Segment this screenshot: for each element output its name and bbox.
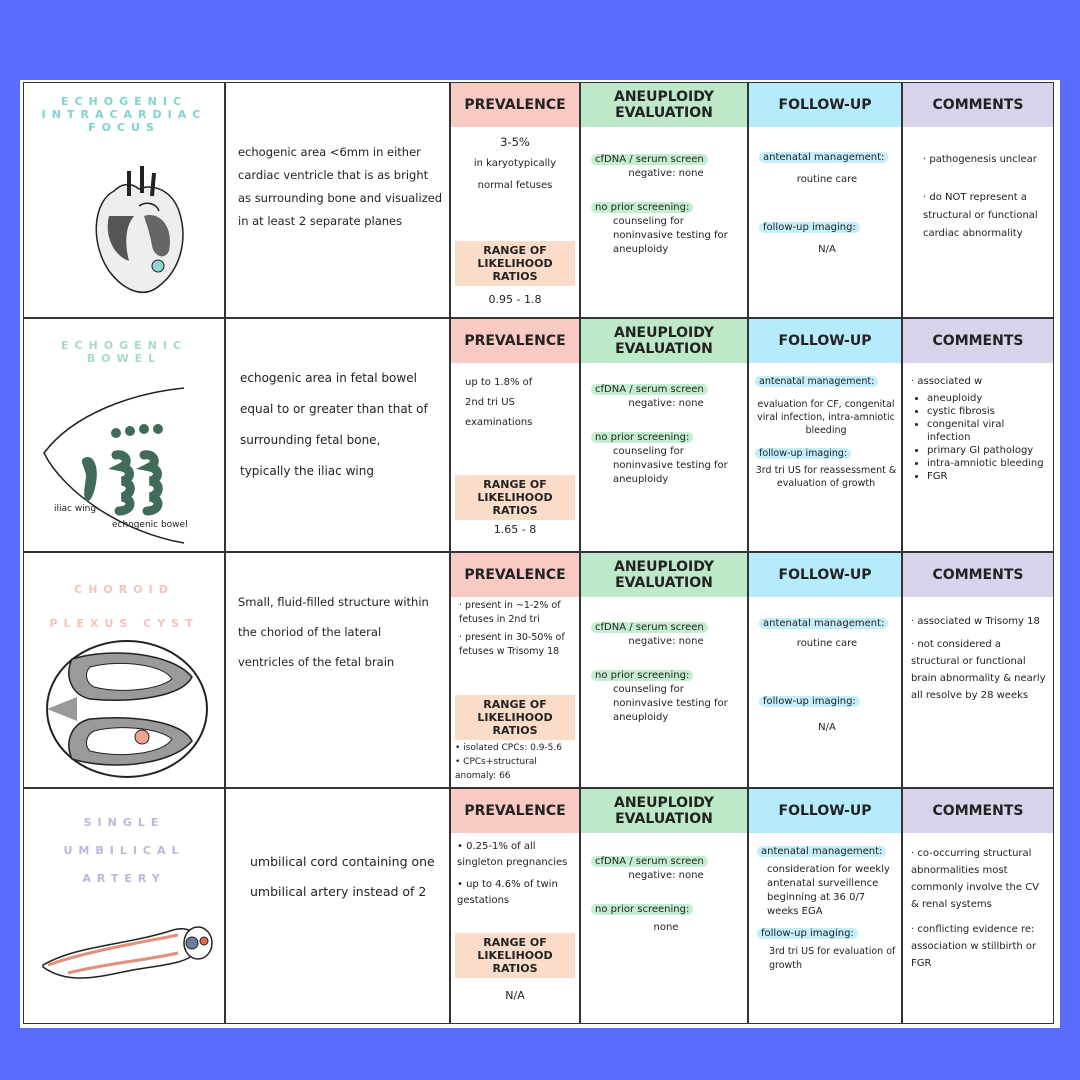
bowel-illustration	[24, 383, 224, 548]
comments-header: COMMENTS	[903, 319, 1053, 363]
imaging-label: follow-up imaging:	[759, 222, 860, 233]
antenatal-value: consideration for weekly antenatal surveillence beginning at 36 0/7 weeks EGA	[767, 864, 890, 917]
range-item: • CPCs+structural anomaly: 66	[455, 757, 537, 781]
noprior-value: counseling for noninvasive testing for aneuploidy	[613, 216, 728, 255]
range-value: N/A	[505, 989, 525, 1002]
antenatal-value: routine care	[796, 638, 858, 649]
imaging-label: follow-up imaging:	[755, 448, 851, 459]
definition-text: echogenic area <6mm in either cardiac ventricle that is as bright as surrounding bone and visualized in at least 2 separate planes	[238, 145, 443, 228]
imaging-value: N/A	[818, 722, 836, 733]
condition-cell	[23, 788, 225, 1024]
imaging-value: 3rd tri US for reassessment & evaluation of growth	[755, 465, 897, 489]
prevalence-header: PREVALENCE	[451, 319, 579, 363]
antenatal-label: antenatal management:	[759, 152, 888, 163]
noprior-label: no prior screening:	[591, 670, 693, 681]
definition-cell	[225, 552, 450, 788]
aneuploidy-header: ANEUPLOIDY EVALUATION	[581, 319, 747, 363]
comment-item: · conflicting evidence re: association w stillbirth or FGR	[911, 924, 1037, 969]
followup-cell	[748, 82, 902, 318]
definition-text: umbilical cord containing one umbilical artery instead of 2	[250, 854, 435, 899]
iliac-wing-label: iliac wing	[54, 504, 97, 514]
prevalence-cell	[450, 552, 580, 788]
comment-item: · pathogenesis unclear	[923, 154, 1037, 165]
reference-table	[20, 80, 1060, 1028]
antenatal-value: routine care	[796, 174, 858, 185]
followup-header: FOLLOW-UP	[749, 553, 901, 597]
aneuploidy-cell	[580, 318, 748, 552]
imaging-value: 3rd tri US for evaluation of growth	[769, 946, 896, 971]
range-header: RANGE OF LIKELIHOOD RATIOS	[455, 475, 575, 520]
prevalence-cell	[450, 788, 580, 1024]
row-echogenic-intracardiac-focus	[20, 82, 1060, 318]
noprior-label: no prior screening:	[591, 432, 693, 443]
cfdna-label: cfDNA / serum screen	[591, 384, 708, 395]
definition-text: Small, fluid-filled structure within the choriod of the lateral ventricles of the fetal brain	[238, 595, 429, 669]
aneuploidy-cell	[580, 82, 748, 318]
cfdna-value: negative: none	[628, 168, 704, 179]
definition-cell	[225, 318, 450, 552]
range-header: RANGE OF LIKELIHOOD RATIOS	[455, 241, 575, 286]
cfdna-value: negative: none	[628, 870, 704, 881]
condition-cell	[23, 552, 225, 788]
prevalence-cell	[450, 318, 580, 552]
comments-header: COMMENTS	[903, 83, 1053, 127]
row-choroid-plexus-cyst	[20, 552, 1060, 788]
condition-cell	[23, 318, 225, 552]
antenatal-label: antenatal management:	[757, 846, 886, 857]
antenatal-label: antenatal management:	[759, 618, 888, 629]
followup-header: FOLLOW-UP	[749, 83, 901, 127]
noprior-value: counseling for noninvasive testing for aneuploidy	[613, 446, 728, 485]
prevalence-header: PREVALENCE	[451, 553, 579, 597]
comments-cell	[902, 318, 1054, 552]
comments-intro: · associated w	[911, 376, 983, 387]
definition-cell	[225, 788, 450, 1024]
range-value: 1.65 - 8	[493, 523, 537, 536]
comment-item: · co-occurring structural abnormalities most commonly involve the CV & renal systems	[911, 848, 1040, 910]
condition-cell	[23, 82, 225, 318]
prevalence-header: PREVALENCE	[451, 83, 579, 127]
noprior-label: no prior screening:	[591, 202, 693, 213]
prevalence-header: PREVALENCE	[451, 789, 579, 833]
cfdna-label: cfDNA / serum screen	[591, 856, 708, 867]
comments-header: COMMENTS	[903, 553, 1053, 597]
prevalence-text: up to 1.8% of 2nd tri US examinations	[465, 377, 533, 428]
cfdna-value: negative: none	[628, 636, 704, 647]
brain-cyst-illustration	[42, 637, 212, 782]
definition-text: echogenic area in fetal bowel equal to or greater than that of surrounding fetal bone, typically the iliac wing	[240, 371, 428, 478]
comment-list-item: • congenital viral infection	[927, 418, 1049, 444]
antenatal-value: evaluation for CF, congenital viral infection, intra-amniotic bleeding	[757, 399, 895, 436]
echogenic-bowel-label: echogenic bowel	[112, 520, 188, 530]
followup-cell	[748, 318, 902, 552]
comments-header: COMMENTS	[903, 789, 1053, 833]
condition-title: ECHOGENIC INTRACARDIAC FOCUS	[41, 95, 207, 134]
prevalence-text: · present in ~1-2% of fetuses in 2nd tri · present in 30-50% of fetuses w Trisomy 18	[459, 600, 565, 657]
heart-illustration	[84, 161, 194, 301]
cfdna-label: cfDNA / serum screen	[591, 622, 708, 633]
followup-header: FOLLOW-UP	[749, 319, 901, 363]
range-item: • isolated CPCs: 0.9-5.6	[455, 743, 562, 753]
comment-item: · associated w Trisomy 18	[911, 616, 1040, 627]
aneuploidy-cell	[580, 552, 748, 788]
row-echogenic-bowel	[20, 318, 1060, 552]
cfdna-value: negative: none	[628, 398, 704, 409]
aneuploidy-cell	[580, 788, 748, 1024]
comments-cell	[902, 552, 1054, 788]
range-header: RANGE OF LIKELIHOOD RATIOS	[455, 933, 575, 978]
condition-title: SINGLE UMBILICAL ARTERY	[63, 816, 185, 885]
comment-list-item: • intra-amniotic bleeding	[927, 457, 1049, 470]
comment-item: · not considered a structural or functional brain abnormality & nearly all resolve by 28 weeks	[911, 639, 1046, 701]
cfdna-label: cfDNA / serum screen	[591, 154, 708, 165]
prevalence-text: • 0.25-1% of all singleton pregnancies • up to 4.6% of twin gestations	[457, 841, 568, 906]
prevalence-text: 3-5% in karyotypically normal fetuses	[473, 135, 557, 191]
followup-cell	[748, 788, 902, 1024]
aneuploidy-header: ANEUPLOIDY EVALUATION	[581, 789, 747, 833]
comments-cell	[902, 82, 1054, 318]
definition-cell	[225, 82, 450, 318]
prevalence-cell	[450, 82, 580, 318]
comment-item: · do NOT represent a structural or functional cardiac abnormality	[923, 192, 1038, 239]
imaging-value: N/A	[818, 244, 836, 255]
comment-list-item: • primary GI pathology	[927, 444, 1049, 457]
noprior-label: no prior screening:	[591, 904, 693, 915]
condition-title: ECHOGENIC BOWEL	[60, 339, 188, 365]
comment-list-item: • cystic fibrosis	[927, 405, 1049, 418]
imaging-label: follow-up imaging:	[759, 696, 860, 707]
antenatal-label: antenatal management:	[755, 376, 878, 387]
comment-list-item: • aneuploidy	[927, 392, 1049, 405]
row-single-umbilical-artery	[20, 788, 1060, 1024]
noprior-value: none	[653, 922, 679, 933]
followup-cell	[748, 552, 902, 788]
noprior-value: counseling for noninvasive testing for aneuploidy	[613, 684, 728, 723]
comments-cell	[902, 788, 1054, 1024]
aneuploidy-header: ANEUPLOIDY EVALUATION	[581, 553, 747, 597]
comment-list-item: • FGR	[927, 470, 1049, 483]
umbilical-cord-illustration	[38, 905, 218, 995]
range-header: RANGE OF LIKELIHOOD RATIOS	[455, 695, 575, 740]
condition-title: CHOROID PLEXUS CYST	[49, 583, 199, 630]
range-value: 0.95 - 1.8	[488, 293, 542, 306]
aneuploidy-header: ANEUPLOIDY EVALUATION	[581, 83, 747, 127]
imaging-label: follow-up imaging:	[757, 928, 858, 939]
followup-header: FOLLOW-UP	[749, 789, 901, 833]
